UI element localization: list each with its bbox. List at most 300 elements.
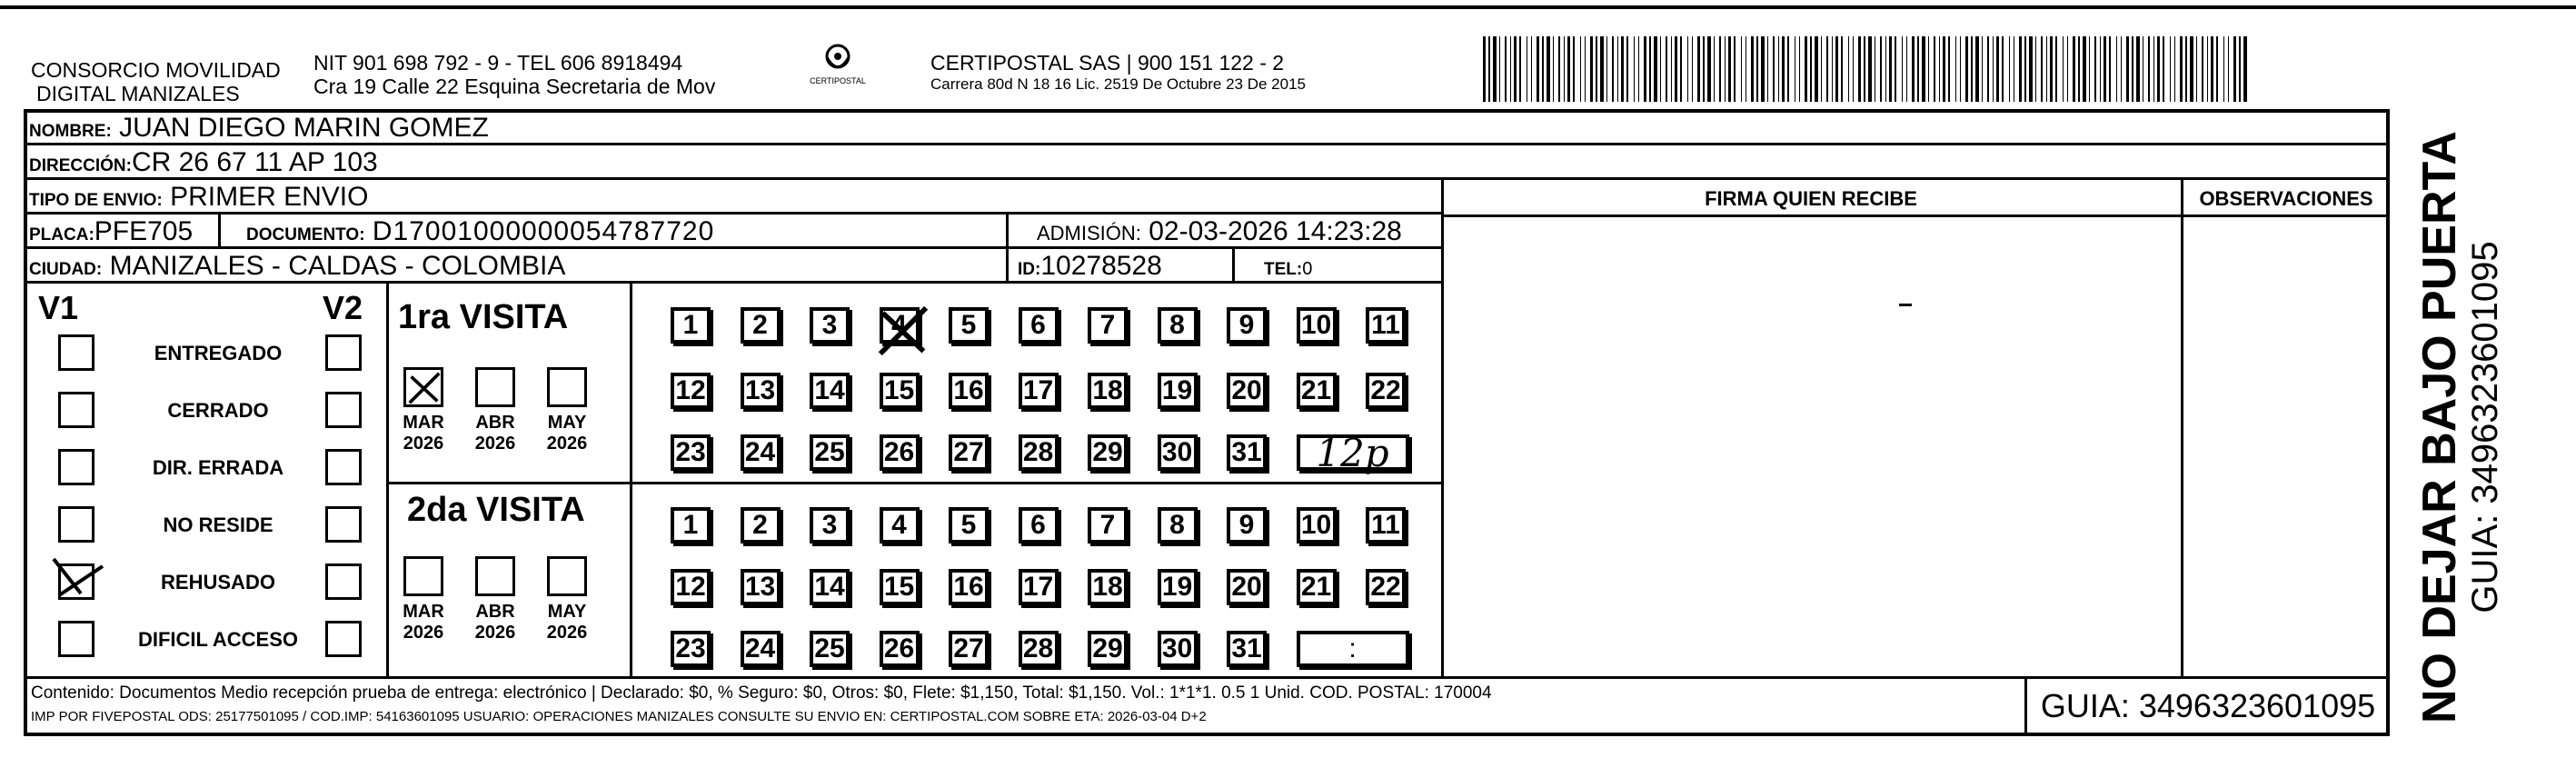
barcode-bar <box>1778 36 1779 102</box>
month-name: ABR <box>475 413 515 433</box>
barcode-bar <box>2196 36 2197 102</box>
barcode-bar <box>1928 36 1929 102</box>
barcode-bar <box>1692 36 1693 102</box>
visit1-day-box[interactable]: 18 <box>1088 373 1128 409</box>
sender-details <box>313 51 715 98</box>
barcode-bar <box>2207 36 2208 102</box>
status-v2-checkbox[interactable] <box>325 449 362 485</box>
barcode-bar <box>1510 36 1511 102</box>
barcode-bar <box>2024 36 2026 102</box>
barcode-bar <box>1505 36 1507 102</box>
barcode-bar <box>1719 36 1721 102</box>
certipostal-logo <box>811 40 864 98</box>
visit1-month-label <box>468 413 522 454</box>
footer-imp: IMP POR FIVEPOSTAL ODS: 25177501095 / COD.IMP: 54163601095 USUARIO: OPERACIONES MANIZALES CONSULTE SU ENVIO EN: CERTIPOSTAL.COM SOBRE ETA: 2026-03-04 D+2 <box>31 709 1207 724</box>
visit2-day-box[interactable]: 3 <box>810 507 850 544</box>
barcode-bar <box>1996 36 1999 102</box>
barcode-bar <box>1596 36 1597 102</box>
barcode-bar <box>2089 36 2090 102</box>
visit1-day-box[interactable]: 6 <box>1019 307 1059 344</box>
month-name: ABR <box>475 602 515 622</box>
barcode-bar <box>2041 36 2043 102</box>
barcode-bar <box>1553 36 1554 102</box>
visit1-day-box[interactable]: 9 <box>1227 307 1267 344</box>
visit1-time-box[interactable]: 12p <box>1297 434 1409 471</box>
visit1-day-box[interactable]: 15 <box>880 373 920 409</box>
barcode-bar <box>2078 36 2080 102</box>
barcode-bar <box>2029 36 2033 102</box>
barcode-bar <box>1895 36 1896 102</box>
barcode-bar <box>1868 36 1872 102</box>
sender-address: Cra 19 Calle 22 Esquina Secretaria de Mov <box>313 75 716 98</box>
barcode-bar <box>1531 36 1532 102</box>
visit2-month-label <box>468 602 522 643</box>
visit2-day-box[interactable]: 7 <box>1088 507 1128 544</box>
divider <box>218 214 221 249</box>
row-ciudad <box>24 249 1443 284</box>
status-v1-checkbox[interactable] <box>58 506 94 543</box>
barcode-bar <box>1483 36 1486 102</box>
month-name: MAY <box>547 602 587 622</box>
month-name: MAR <box>403 413 444 433</box>
barcode-bar <box>2009 36 2010 102</box>
barcode-bar <box>2170 36 2171 102</box>
barcode-bar <box>1714 36 1715 102</box>
barcode-bar <box>1965 36 1968 102</box>
barcode-bar <box>2163 36 2164 102</box>
barcode-bar <box>1761 36 1765 102</box>
barcode-bar <box>1725 36 1726 102</box>
barcode-bar <box>1902 36 1903 102</box>
status-label: NO RESIDE <box>163 514 274 536</box>
visit2-month-checkbox[interactable] <box>475 556 515 596</box>
top-border-line <box>0 5 2576 9</box>
visit2-day-box[interactable]: 10 <box>1297 507 1337 544</box>
sender-company-line2: DIGITAL MANIZALES <box>36 82 240 105</box>
barcode-bar <box>1707 36 1711 102</box>
check-mark-icon <box>50 555 104 601</box>
barcode-bar <box>1542 36 1544 102</box>
barcode-bar <box>2216 36 2218 102</box>
visit2-day-box[interactable]: 23 <box>671 631 711 667</box>
visit2-day-box[interactable]: 1 <box>671 507 711 544</box>
visit2-day-box[interactable]: 19 <box>1158 569 1198 605</box>
x-mark-icon <box>408 372 441 404</box>
barcode-bar <box>2109 36 2111 102</box>
sender-company <box>31 58 281 105</box>
barcode-bar <box>2239 36 2241 102</box>
row-nombre <box>24 109 2390 145</box>
barcode-bar <box>1832 36 1833 102</box>
visit2-day-box[interactable]: 17 <box>1019 569 1059 605</box>
visit1-day-box[interactable]: 23 <box>671 434 711 471</box>
barcode-bar <box>2035 36 2036 102</box>
barcode-bar <box>1799 36 1800 102</box>
barcode-bar <box>2132 36 2133 102</box>
visit1-month-checkbox[interactable] <box>475 367 515 407</box>
month-year: 2026 <box>403 434 444 454</box>
barcode-bar <box>2185 36 2187 102</box>
visit1-month-label <box>396 413 451 454</box>
nombre-label: NOMBRE: <box>29 122 112 141</box>
visit1-day-box[interactable]: 14 <box>810 373 850 409</box>
visit2-day-box[interactable]: 22 <box>1366 569 1406 605</box>
barcode-bar <box>1493 36 1497 102</box>
barcode-bar <box>2073 36 2075 102</box>
visit1-day-box[interactable]: 4 <box>880 307 920 344</box>
status-label: REHUSADO <box>161 571 275 593</box>
barcode-bar <box>1564 36 1565 102</box>
status-v2-checkbox[interactable] <box>325 564 362 600</box>
admision-value: 02-03-2026 14:23:28 <box>1149 216 1402 246</box>
barcode-bar <box>1734 36 1736 102</box>
barcode-bar <box>1621 36 1624 102</box>
visit1-day-box[interactable]: 30 <box>1158 434 1198 471</box>
visit2-day-box[interactable]: 15 <box>880 569 920 605</box>
sender-nit: NIT 901 698 792 - 9 - TEL 606 8918494 <box>313 51 683 75</box>
status-v1-checkbox[interactable] <box>58 449 94 485</box>
visit2-day-box[interactable]: 5 <box>949 507 989 544</box>
barcode-bar <box>1787 36 1789 102</box>
barcode-bar <box>2202 36 2203 102</box>
id-value: 10278528 <box>1040 251 1162 281</box>
barcode-bar <box>2233 36 2236 102</box>
barcode-bar <box>1917 36 1919 102</box>
v1-header: V1 <box>38 289 79 326</box>
row-tipo <box>24 180 1443 214</box>
visit1-day-box[interactable]: 1 <box>671 307 711 344</box>
documento-value: D17001000000054787720 <box>372 216 715 246</box>
barcode-bar <box>2243 36 2247 102</box>
status-v1-checkbox[interactable] <box>58 334 94 371</box>
carrier-name: CERTIPOSTAL SAS | 900 151 122 - 2 <box>930 51 1285 75</box>
visit2-time-box[interactable]: : <box>1297 631 1409 667</box>
barcode-bar <box>1680 36 1682 102</box>
visit1-month-checkbox[interactable] <box>547 367 587 407</box>
barcode-bar <box>1741 36 1742 102</box>
direccion-label: DIRECCIÓN: <box>29 156 132 175</box>
barcode-bar <box>1993 36 1994 102</box>
barcode-bar <box>1626 36 1628 102</box>
barcode-bar <box>1488 36 1490 102</box>
nombre-value: JUAN DIEGO MARIN GOMEZ <box>119 113 489 143</box>
divider <box>1006 214 1009 284</box>
logo-text: CERTIPOSTAL <box>810 76 866 85</box>
barcode-bar <box>1939 36 1940 102</box>
divider <box>2181 180 2183 678</box>
direccion-value: CR 26 67 11 AP 103 <box>131 147 378 177</box>
carrier-license: Carrera 80d N 18 16 Lic. 2519 De Octubre 23 De 2015 <box>930 75 1306 93</box>
id-label: ID: <box>1018 260 1041 279</box>
barcode-bar <box>1499 36 1500 102</box>
visit2-day-box[interactable]: 26 <box>880 631 920 667</box>
visit2-day-box[interactable]: 20 <box>1227 569 1267 605</box>
sender-company-line1: CONSORCIO MOVILIDAD <box>31 58 281 82</box>
barcode-bar <box>1644 36 1646 102</box>
status-v2-checkbox[interactable] <box>325 334 362 371</box>
divider <box>630 284 632 678</box>
barcode-bar <box>2050 36 2053 102</box>
barcode-bar <box>2211 36 2213 102</box>
barcode-bar <box>1687 36 1688 102</box>
barcode-bar <box>1666 36 1667 102</box>
visit1-day-box[interactable]: 16 <box>949 373 989 409</box>
visit1-day-box[interactable]: 19 <box>1158 373 1198 409</box>
barcode-bar <box>2157 36 2160 102</box>
carrier-details <box>930 51 1306 95</box>
visit2-day-box[interactable]: 2 <box>741 507 781 544</box>
month-year: 2026 <box>474 623 516 643</box>
observaciones-header: OBSERVACIONES <box>2199 187 2373 210</box>
status-label: DIFICIL ACCESO <box>137 628 298 651</box>
month-year: 2026 <box>546 434 588 454</box>
status-v1-checkbox[interactable] <box>58 564 94 600</box>
admision-label: ADMISIÓN: <box>1037 222 1141 244</box>
barcode-bar <box>1634 36 1635 102</box>
visit1-day-box[interactable]: 26 <box>880 434 920 471</box>
barcode-bar <box>2100 36 2101 102</box>
barcode-bar <box>1697 36 1700 102</box>
barcode-bar <box>1751 36 1754 102</box>
divider <box>2024 676 2027 734</box>
barcode-bar <box>1864 36 1865 102</box>
ciudad-label: CIUDAD: <box>29 260 103 279</box>
barcode-bar <box>1728 36 1731 102</box>
visit1-day-box[interactable]: 17 <box>1019 373 1059 409</box>
visit1-month-label <box>540 413 594 454</box>
barcode-bar <box>1654 36 1657 102</box>
status-v2-checkbox[interactable] <box>325 392 362 428</box>
barcode-bar <box>1880 36 1882 102</box>
barcode-bar <box>1606 36 1607 102</box>
side-warning: NO DEJAR BAJO PUERTA <box>2413 131 2466 724</box>
visit1-day-box[interactable]: 25 <box>810 434 850 471</box>
visit2-day-box[interactable]: 27 <box>949 631 989 667</box>
month-name: MAR <box>403 602 444 622</box>
divider <box>1441 214 2390 217</box>
status-label: CERRADO <box>167 399 269 422</box>
visit2-month-checkbox[interactable] <box>403 556 443 596</box>
status-v2-checkbox[interactable] <box>325 621 362 657</box>
barcode-bar <box>1955 36 1956 102</box>
status-v1-checkbox[interactable] <box>58 621 94 657</box>
firma-header: FIRMA QUIEN RECIBE <box>1705 187 1917 210</box>
barcode-bar <box>1960 36 1961 102</box>
documento-label: DOCUMENTO: <box>246 225 365 244</box>
barcode-bar <box>1982 36 1983 102</box>
divider <box>386 482 1442 484</box>
visit1-day-box[interactable]: 22 <box>1366 373 1406 409</box>
tipo-value: PRIMER ENVIO <box>170 182 369 212</box>
barcode-bar <box>2046 36 2047 102</box>
side-text <box>2404 109 2513 736</box>
barcode-bar <box>2190 36 2193 102</box>
status-label: DIR. ERRADA <box>152 456 284 479</box>
barcode-bar <box>1912 36 1915 102</box>
visit1-day-box[interactable]: 29 <box>1088 434 1128 471</box>
barcode-bar <box>1537 36 1539 102</box>
tipo-label: TIPO DE ENVIO: <box>29 191 163 210</box>
divider <box>1232 249 1235 284</box>
visit2-day-box[interactable]: 14 <box>810 569 850 605</box>
row-direccion <box>24 145 2390 180</box>
visit2-month-label <box>540 602 594 643</box>
visit1-day-box[interactable]: 13 <box>741 373 781 409</box>
barcode-bar <box>1773 36 1775 102</box>
divider <box>386 284 389 678</box>
barcode-bar <box>1590 36 1593 102</box>
visit1-day-box[interactable]: 20 <box>1227 373 1267 409</box>
month-year: 2026 <box>403 623 444 643</box>
visit1-day-box[interactable]: 10 <box>1297 307 1337 344</box>
visit2-day-box[interactable]: 31 <box>1227 631 1267 667</box>
visit1-day-box[interactable]: 27 <box>949 434 989 471</box>
barcode-bar <box>2228 36 2229 102</box>
barcode-bar <box>2094 36 2096 102</box>
barcode-bar <box>2116 36 2117 102</box>
barcode-bar <box>1889 36 1892 102</box>
visit1-day-box[interactable]: 24 <box>741 434 781 471</box>
status-v1-checkbox[interactable] <box>58 392 94 428</box>
status-v2-checkbox[interactable] <box>325 506 362 543</box>
visit1-day-box[interactable]: 5 <box>949 307 989 344</box>
barcode-bar <box>2136 36 2140 102</box>
visit1-day-box[interactable]: 28 <box>1019 434 1059 471</box>
visit1-day-box[interactable]: 7 <box>1088 307 1128 344</box>
certipostal-logo-icon <box>811 40 864 98</box>
barcode-bar <box>2002 36 2004 102</box>
barcode-bar <box>1815 36 1818 102</box>
visit2-title: 2da VISITA <box>407 491 585 529</box>
visit1-day-box[interactable]: 31 <box>1227 434 1267 471</box>
visit1-day-box[interactable]: 11 <box>1366 307 1406 344</box>
barcode-bar <box>1885 36 1886 102</box>
visit2-day-box[interactable]: 30 <box>1158 631 1198 667</box>
placa-value: PFE705 <box>94 216 194 246</box>
barcode-bar <box>1617 36 1618 102</box>
tel-label: TEL: <box>1264 260 1303 279</box>
barcode-bar <box>1948 36 1950 102</box>
barcode-bar <box>2104 36 2106 102</box>
barcode-bar <box>1558 36 1560 102</box>
barcode-bar <box>1675 36 1677 102</box>
month-name: MAY <box>547 413 587 433</box>
barcode-bar <box>1600 36 1604 102</box>
month-year: 2026 <box>474 434 516 454</box>
barcode-bar <box>1703 36 1705 102</box>
visit1-day-box[interactable]: 3 <box>810 307 850 344</box>
visit1-month-checkbox[interactable] <box>403 367 443 407</box>
visit2-day-box[interactable]: 11 <box>1366 507 1406 544</box>
visit2-day-box[interactable]: 29 <box>1088 631 1128 667</box>
visit2-day-box[interactable]: 6 <box>1019 507 1059 544</box>
visit2-day-box[interactable]: 4 <box>880 507 920 544</box>
placa-label: PLACA: <box>29 225 94 244</box>
barcode-bar <box>1805 36 1807 102</box>
barcode-bar <box>1848 36 1849 102</box>
barcode-bar <box>2223 36 2224 102</box>
visit1-day-box[interactable]: 12 <box>671 373 711 409</box>
v2-header: V2 <box>323 289 363 326</box>
barcode-bar <box>1514 36 1517 102</box>
visit2-month-label <box>396 602 451 643</box>
barcode-bar <box>1858 36 1861 102</box>
visit1-title: 1ra VISITA <box>398 298 569 336</box>
status-label: ENTREGADO <box>154 342 283 364</box>
barcode-bar <box>2180 36 2183 102</box>
side-guia: GUIA: 3496323601095 <box>2465 241 2505 613</box>
tel-value: 0 <box>1302 259 1313 279</box>
ciudad-value: MANIZALES - CALDAS - COLOMBIA <box>109 251 566 281</box>
barcode-bar <box>1810 36 1812 102</box>
barcode <box>1483 36 2248 102</box>
barcode-bar <box>1835 36 1838 102</box>
barcode-bar <box>1826 36 1828 102</box>
barcode-bar <box>2063 36 2064 102</box>
barcode-bar <box>1906 36 1907 102</box>
barcode-bar <box>1580 36 1581 102</box>
visit2-day-box[interactable]: 28 <box>1019 631 1059 667</box>
stray-mark <box>1899 304 1912 306</box>
visit1-day-box[interactable]: 2 <box>741 307 781 344</box>
barcode-bar <box>1756 36 1758 102</box>
barcode-bar <box>1987 36 1989 102</box>
barcode-bar <box>1934 36 1935 102</box>
barcode-bar <box>2148 36 2150 102</box>
barcode-bar <box>1853 36 1854 102</box>
barcode-bar <box>1573 36 1575 102</box>
barcode-bar <box>1519 36 1521 102</box>
barcode-bar <box>1841 36 1843 102</box>
barcode-bar <box>1671 36 1672 102</box>
barcode-bar <box>2121 36 2122 102</box>
barcode-bar <box>2153 36 2154 102</box>
visit2-day-box[interactable]: 18 <box>1088 569 1128 605</box>
barcode-bar <box>1585 36 1586 102</box>
visit2-day-box[interactable]: 21 <box>1297 569 1337 605</box>
visit2-day-box[interactable]: 8 <box>1158 507 1198 544</box>
divider <box>24 676 2390 679</box>
visit2-day-box[interactable]: 9 <box>1227 507 1267 544</box>
barcode-bar <box>1767 36 1768 102</box>
visit1-day-box[interactable]: 21 <box>1297 373 1337 409</box>
barcode-bar <box>1660 36 1661 102</box>
barcode-bar <box>1638 36 1639 102</box>
divider <box>1441 180 1444 678</box>
visit1-day-box[interactable]: 8 <box>1158 307 1198 344</box>
barcode-bar <box>2055 36 2057 102</box>
visit2-day-box[interactable]: 16 <box>949 569 989 605</box>
barcode-bar <box>2083 36 2086 102</box>
visit2-month-checkbox[interactable] <box>547 556 587 596</box>
visit2-day-box[interactable]: 13 <box>741 569 781 605</box>
barcode-bar <box>1567 36 1570 102</box>
visit2-day-box[interactable]: 25 <box>810 631 850 667</box>
barcode-bar <box>1943 36 1945 102</box>
barcode-bar <box>1922 36 1925 102</box>
barcode-bar <box>2126 36 2129 102</box>
visit2-day-box[interactable]: 12 <box>671 569 711 605</box>
barcode-bar <box>1971 36 1973 102</box>
month-year: 2026 <box>546 623 588 643</box>
barcode-bar <box>1612 36 1614 102</box>
footer-guia: GUIA: 3496323601095 <box>2040 687 2376 724</box>
visit2-day-box[interactable]: 24 <box>741 631 781 667</box>
barcode-bar <box>1782 36 1785 102</box>
barcode-bar <box>1547 36 1550 102</box>
footer-contenido: Contenido: Documentos Medio recepción prueba de entrega: electrónico | Declarado: $0, % Seguro: $0, Otros: $0, Flete: $1,150, Total: $1,150. Vol.: 1*1*1. 0.5 1 Unid. COD. POSTAL: 170004 <box>31 683 1492 703</box>
barcode-bar <box>2067 36 2068 102</box>
